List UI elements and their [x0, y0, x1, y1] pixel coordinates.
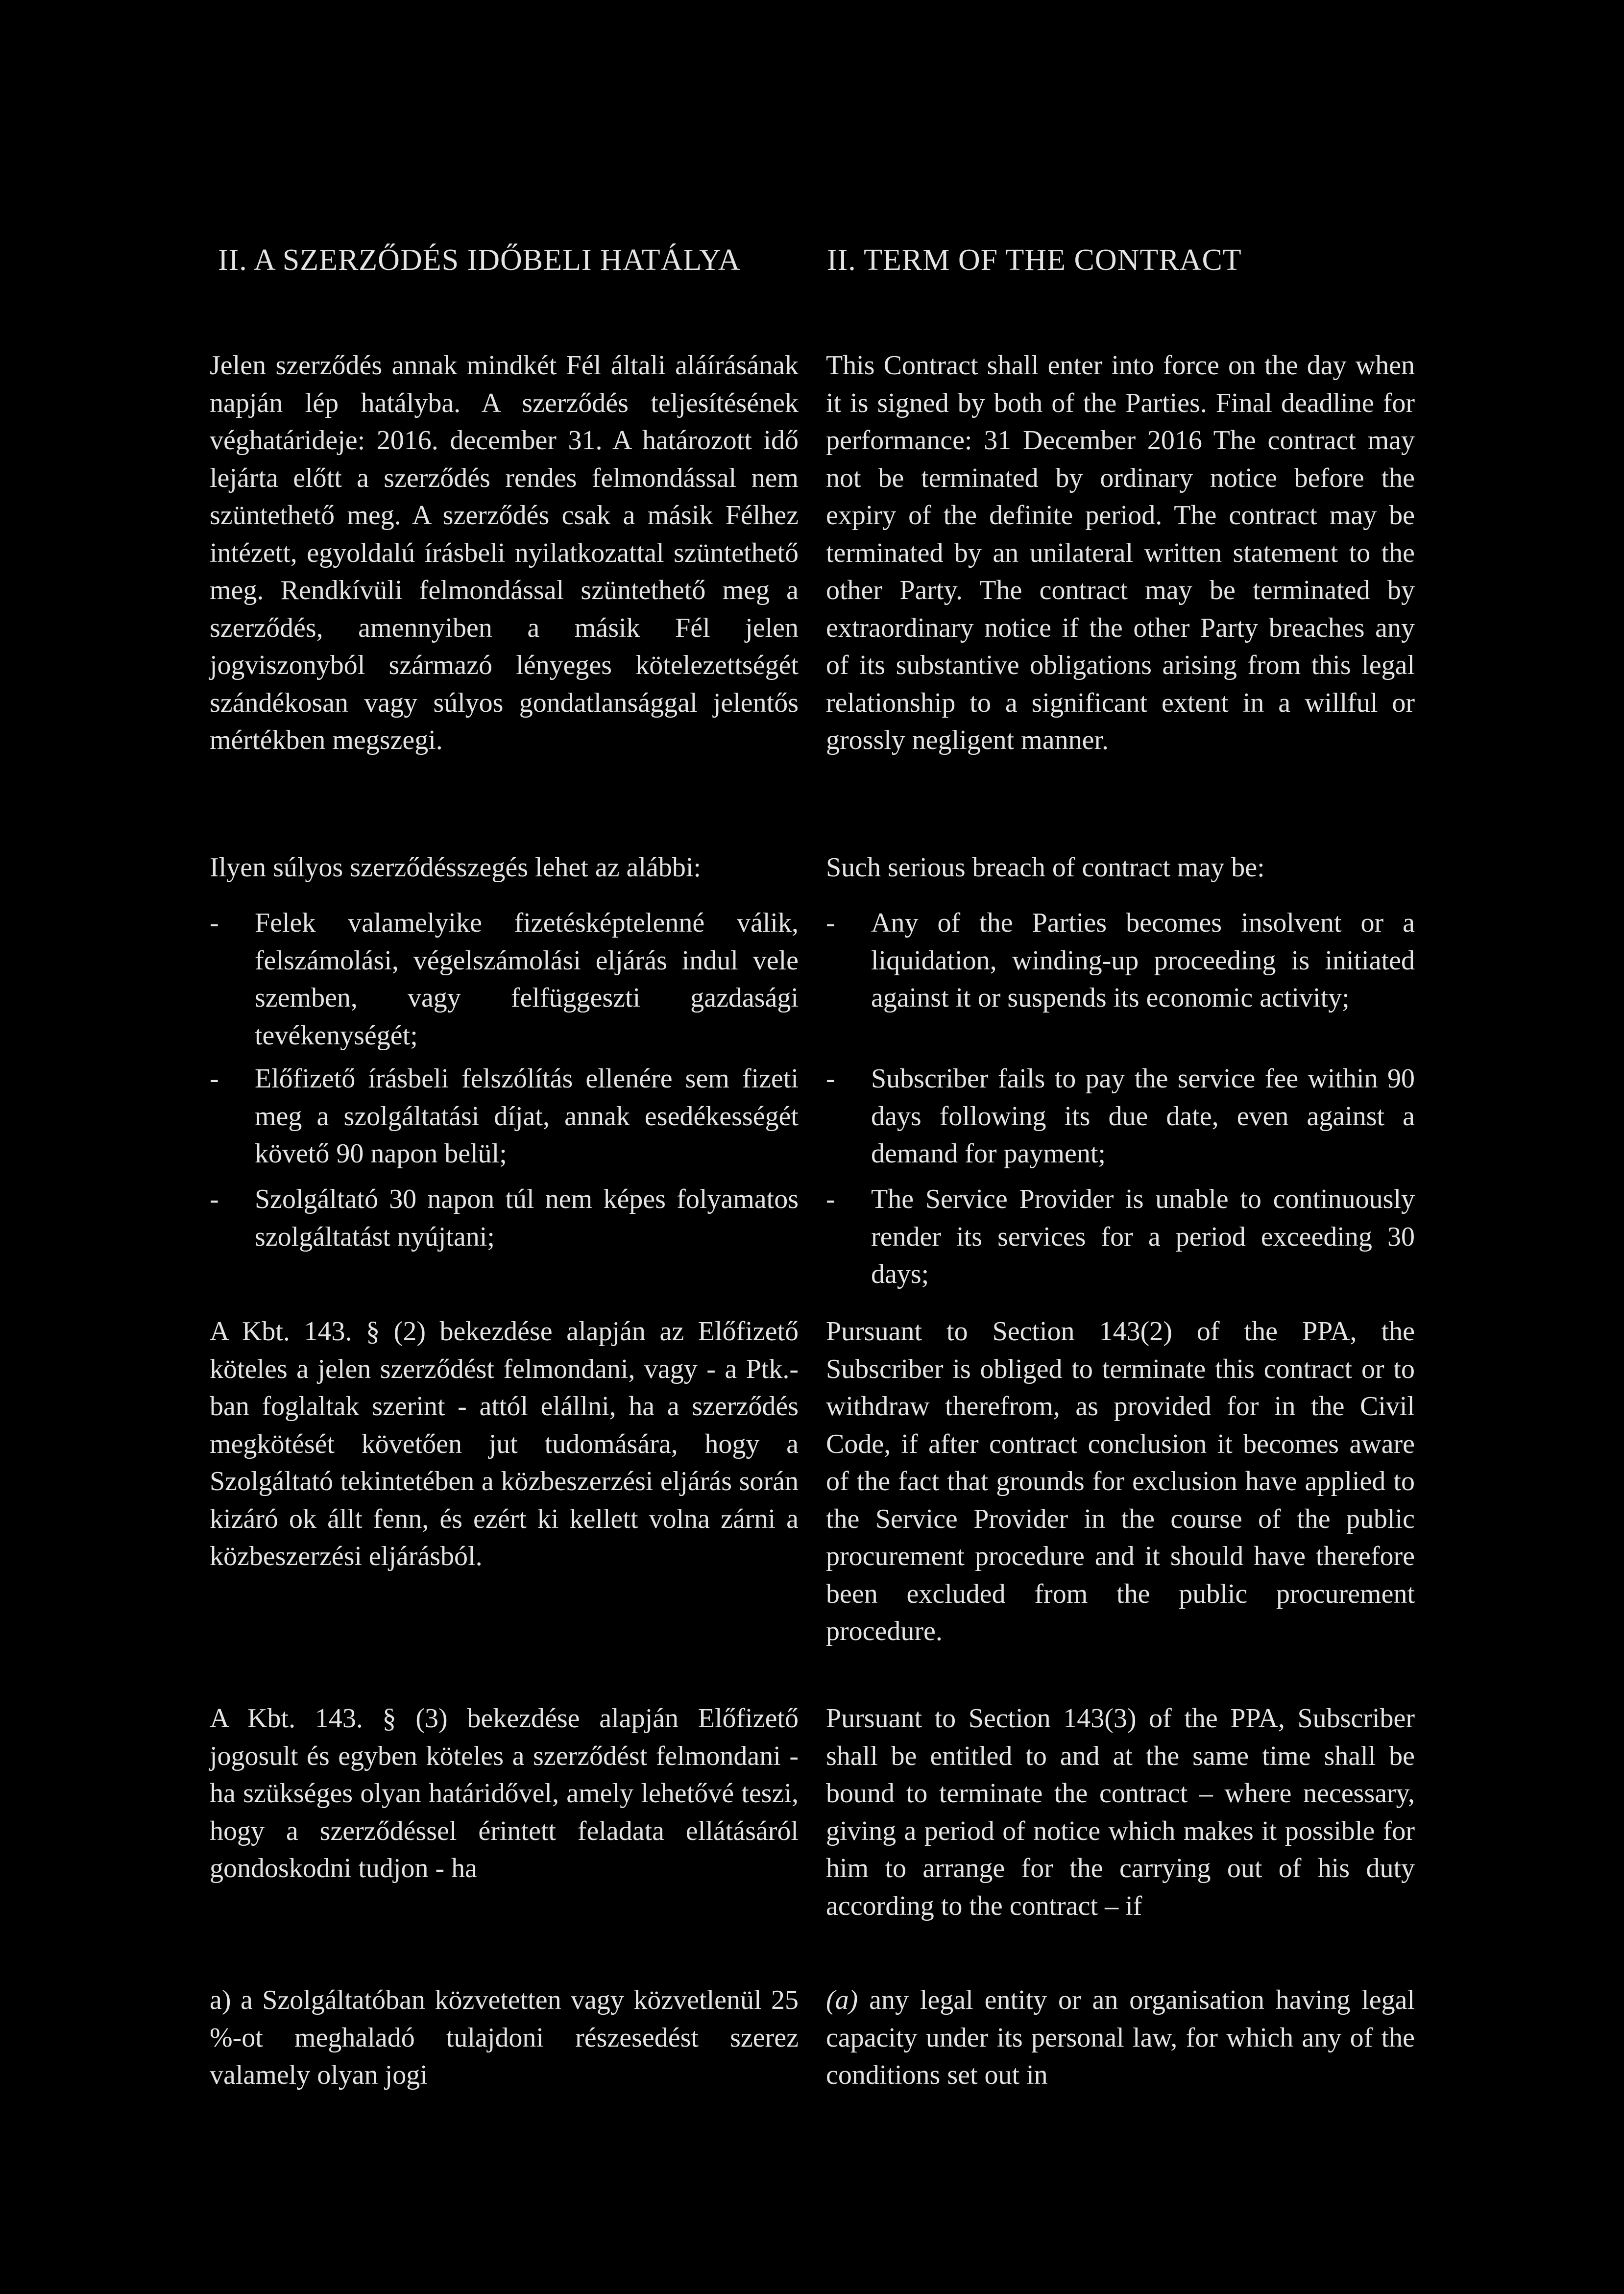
bullet-dash: -: [826, 1184, 835, 1214]
hu-paragraph-1: Jelen szerződés annak mindkét Fél általi aláírásának napján lép hatályba. A szerződés teljesítésének véghatárideje: 2016. december 31. A határozott idő lejárta előtt a szerződés rendes felmondással nem szüntethető meg. A szerződés csak a másik Félhez intézett, egyoldalú írásbeli nyilatkozattal szüntethető meg. Rendkívüli felmondással szüntethető meg a szerződés, amennyiben a másik Fél jelen jogviszonyból származó lényeges kötelezettségét szándékosan vagy súlyos gondatlansággal jelentős mértékben megszegi.: [210, 350, 799, 755]
hu-bullet-3: - Szolgáltató 30 napon túl nem képes folyamatos szolgáltatást nyújtani;: [210, 1181, 799, 1256]
hu-bullet-1: - Felek valamelyike fizetésképtelenné válik, felszámolási, végelszámolási eljárás indul vele szemben, vagy felfüggeszti gazdasági tevékenységét;: [210, 904, 799, 1054]
hu-paragraph-2: Ilyen súlyos szerződésszegés lehet az alábbi:: [210, 852, 701, 883]
hu-bullet-2: - Előfizető írásbeli felszólítás ellenére sem fizeti meg a szolgáltatási díjat, annak esedékességét követő 90 napon belül;: [210, 1060, 799, 1173]
en-bullet-1: - Any of the Parties becomes insolvent or a liquidation, winding-up proceeding is initiated against it or suspends its economic activity;: [826, 904, 1415, 1017]
en-paragraph-4: Pursuant to Section 143(3) of the PPA, Subscriber shall be entitled to and at the same time shall be bound to terminate the contract – where necessary, giving a period of notice which makes it possible for him to arrange for the carrying out of his duty according to the contract – if: [826, 1703, 1415, 1921]
bullet-dash: -: [210, 1184, 219, 1214]
bullet-dash: -: [210, 1063, 219, 1094]
list-marker: (a): [826, 1985, 858, 2015]
en-paragraph-2: Such serious breach of contract may be:: [826, 852, 1265, 883]
hu-paragraph-5: a) a Szolgáltatóban közvetetten vagy közvetlenül 25 %-ot meghaladó tulajdoni részesedést szerez valamely olyan jogi: [210, 1985, 799, 2090]
section-heading-en: II. TERM OF THE CONTRACT: [827, 243, 1242, 277]
en-paragraph-1: This Contract shall enter into force on the day when it is signed by both of the Parties. Final deadline for performance: 31 December 2016 The contract may not be terminated by ordinary notice before the expiry of the definite period. The contract may be terminated by an unilateral written statement to the other Party. The contract may be terminated by extraordinary notice if the other Party breaches any of its substantive obligations arising from this legal relationship to a significant extent in a willful or grossly negligent manner.: [826, 350, 1415, 755]
hu-paragraph-4: A Kbt. 143. § (3) bekezdése alapján Előfizető jogosult és egyben köteles a szerződést felmondani - ha szükséges olyan határidővel, amely lehetővé teszi, hogy a szerződéssel érintett feladata ellátásáról gondoskodni tudjon - ha: [210, 1703, 799, 1883]
bullet-dash: -: [210, 908, 219, 938]
bullet-dash: -: [826, 1063, 835, 1094]
section-heading-hu: II. A SZERZŐDÉS IDŐBELI HATÁLYA: [218, 243, 741, 277]
en-paragraph-5: (a) any legal entity or an organisation having legal capacity under its personal law, for which any of the conditions set out in: [826, 1985, 1415, 2090]
en-bullet-3: - The Service Provider is unable to continuously render its services for a period exceeding 30 days;: [826, 1181, 1415, 1293]
hu-paragraph-3: A Kbt. 143. § (2) bekezdése alapján az Előfizető köteles a jelen szerződést felmondani, vagy - a Ptk.-ban foglaltak szerint - attól elállni, ha a szerződés megkötését követően jut tudomására, hogy a Szolgáltató tekintetében a közbeszerzési eljárás során kizáró ok állt fenn, és ezért ki kellett volna zárni a közbeszerzési eljárásból.: [210, 1316, 799, 1571]
bullet-dash: -: [826, 908, 835, 938]
en-paragraph-3: Pursuant to Section 143(2) of the PPA, the Subscriber is obliged to terminate this contract or to withdraw therefrom, as provided for in the Civil Code, if after contract conclusion it becomes aware of the fact that grounds for exclusion have applied to the Service Provider in the course of the public procurement procedure and it should have therefore been excluded from the public procurement procedure.: [826, 1316, 1415, 1646]
en-bullet-2: - Subscriber fails to pay the service fee within 90 days following its due date, even against a demand for payment;: [826, 1060, 1415, 1173]
